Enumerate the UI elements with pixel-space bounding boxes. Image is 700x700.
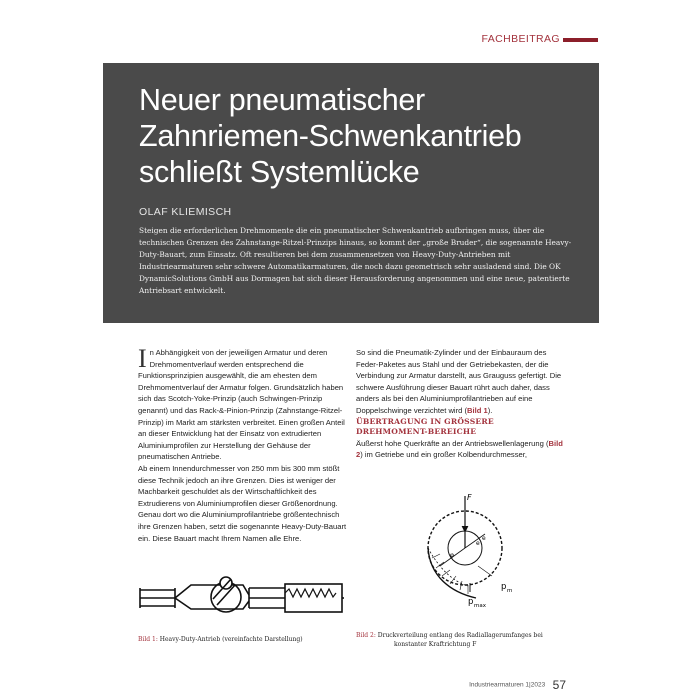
- body-column-left: [138, 344, 348, 544]
- body-column-right: [356, 347, 566, 461]
- section-tag: FACHBEITRAG: [481, 33, 560, 45]
- intro-paragraph: Steigen die erforderlichen Drehmomente die ein pneumatischer Schwenkantrieb aufbringen muss, über die technischen Grenzen des Zahnstange-Ritzel-Prinzips hinaus, so kommt der „große Bruder“, die sogenannte Heavy-Duty-Bauart, zum Einsatz. Oft resultieren bei dem zusammensetzen von Heavy-Duty-Antrieben mit Industriearmaturen sehr schwere Automatikarmaturen, die noch dazu geometrisch sehr ausladend sind. Die OK DynamicSolutions GmbH aus Dormagen hat sich dieser Herausforderung angenommen und eine neue, patentierte Antriebsart entwickelt.: [139, 226, 572, 295]
- figure-1-drawing: [139, 563, 344, 629]
- page-title: [139, 82, 579, 190]
- section-tag-bar: [563, 38, 598, 42]
- right-paragraph-1: [356, 347, 566, 417]
- phi-label: φ: [450, 552, 454, 559]
- left-paragraph-1-text: n Abhängigkeit von der jeweiligen Armatur und deren Drehmomentverlauf werden entsprechend die Funktionsprinzipien ausgewählt, die am ehesten dem Drehmomentverlauf der Armatur folgen. Grundsätzlich haben sich das Scotch-Yoke-Prinzip (auch Schwingen-Prinzip genannt) und das Rack-&-Pinion-Prinzip (Zahnstange-Ritzel-Prinzip) im Markt am stärksten verbreitet. Einen großen Anteil an dieser Entwicklung hat der Einsatz von extrudierten Aluminiumprofilen zur Herstellung der Gehäuse der pneumatischen Antriebe.: [138, 348, 345, 462]
- right-paragraph-2-text: Äußerst hohe Querkräfte an der Antriebswellenlagerung (: [356, 438, 549, 448]
- hero-box: [103, 63, 599, 323]
- author: OLAF KLIEMISCH: [139, 206, 232, 218]
- figure-2-caption-line-1: Druckverteilung entlang des Radiallagerumfanges bei: [377, 632, 543, 639]
- eccentricity-label-1: e: [476, 540, 480, 547]
- left-paragraph-2: Ab einem Innendurchmesser von 250 mm bis 300 mm stößt diese Technik jedoch an ihre Grenzen. Dies ist weniger der Machbarkeit geschuldet als der Wirtschaftlichkeit des Extrudierens von Aluminiumprofilen dieser Größenordnung. Genau dort wo die Aluminiumprofilantriebe größentechnisch ihre Grenzen haben, setzt die sogenannte Heavy-Duty-Bauart ein. Diese Bauart macht Ihrem Namen alle Ehre.: [138, 463, 347, 543]
- pm-label: p: [501, 582, 507, 592]
- eccentricity-label-2: e: [482, 535, 486, 542]
- spring-coil: [285, 589, 336, 597]
- pm-subscript: m: [507, 588, 513, 594]
- figure-reference-1[interactable]: Bild 1: [467, 405, 488, 415]
- figure-2-drawing: [410, 488, 525, 610]
- journal-name: Industriearmaturen 1|2023: [469, 681, 546, 689]
- figure-1-caption-label: Bild 1:: [138, 636, 158, 643]
- right-paragraph-1-text: So sind die Pneumatik-Zylinder und der Einbauraum des Feder-Paketes aus Stahl und der Getriebekasten, der die Verbindung zur Armatur darstellt, aus Grauguss gefertigt. Die schwere Ausführung dieser Bauart rührt auch daher, dass anders als bei den Aluminiumprofilantrieben auf eine Doppelschwinge verzichtet wird (: [356, 348, 562, 415]
- figure-2-caption: [356, 632, 571, 649]
- figure-1-caption-text: Heavy-Duty-Antrieb (vereinfachte Darstellung): [159, 636, 303, 643]
- force-label: F: [467, 493, 472, 502]
- pmax-subscript: max: [474, 603, 486, 609]
- figure-2-caption-line-2: konstanter Kraftrichtung F: [394, 640, 477, 648]
- right-paragraph-2: [356, 438, 566, 461]
- title-line-2: Zahnriemen-Schwenkantrieb: [139, 119, 522, 153]
- title-line-3: schließt Systemlücke: [139, 155, 420, 189]
- drop-cap: I: [138, 344, 147, 373]
- left-paragraph-1: [138, 344, 348, 463]
- right-paragraph-1-end: ).: [487, 405, 493, 415]
- title-line-1: Neuer pneumatischer: [139, 83, 425, 117]
- spring-housing: [285, 584, 342, 612]
- right-paragraph-2-end: ) im Getriebe und ein großer Kolbendurchmesser,: [360, 450, 527, 460]
- figure-reference-2[interactable]: Bild 2: [356, 438, 563, 460]
- page-number: 57: [552, 677, 566, 692]
- subheading: ÜBERTRAGUNG IN GRÖSSERE DREHMOMENT-BEREICHE: [356, 416, 494, 437]
- figure-2-caption-label: Bild 2:: [356, 632, 376, 639]
- pmax-label: p: [468, 597, 474, 607]
- page-footer: [0, 676, 566, 694]
- figure-1-caption: [138, 636, 348, 645]
